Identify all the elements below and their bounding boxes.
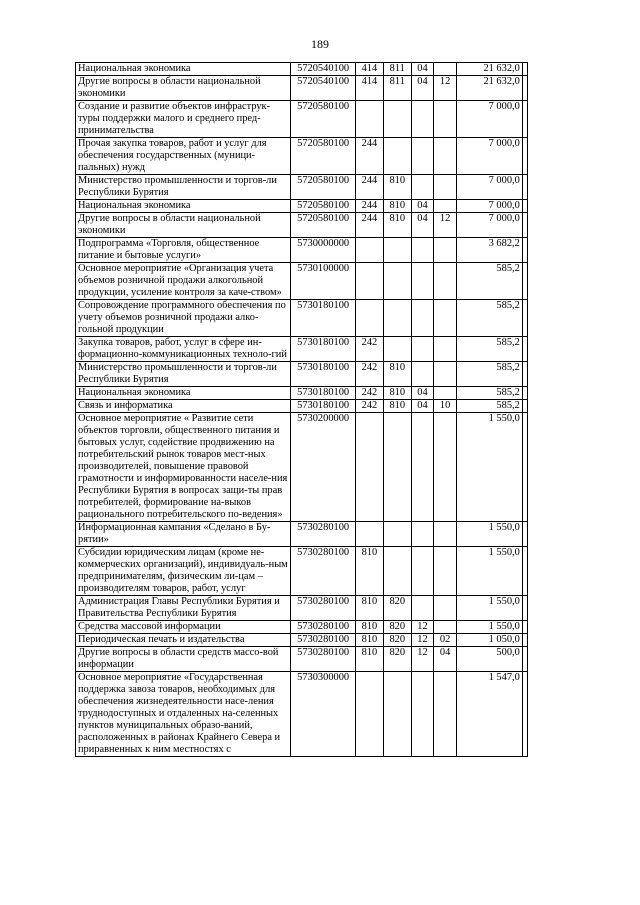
table-row <box>76 672 528 757</box>
budget-administrator-cell <box>383 672 411 757</box>
empty-trailing-cell <box>522 400 527 413</box>
target-article-cell: 5730280100 <box>291 647 356 672</box>
target-article-cell: 5720540100 <box>291 63 356 76</box>
empty-trailing-cell <box>522 263 527 300</box>
expense-type-cell <box>356 413 384 522</box>
target-article-cell: 5730300000 <box>291 672 356 757</box>
subsection-cell: 10 <box>434 400 457 413</box>
expense-type-cell: 242 <box>356 337 384 362</box>
expense-name-cell: Другие вопросы в области национальной экономики <box>76 76 291 101</box>
expense-name-cell: Связь и информатика <box>76 400 291 413</box>
table-row <box>76 337 528 362</box>
budget-administrator-cell: 820 <box>383 621 411 634</box>
amount-cell: 7 000,0 <box>456 101 522 138</box>
budget-table-body <box>76 63 528 757</box>
target-article-cell: 5730280100 <box>291 547 356 596</box>
table-row <box>76 263 528 300</box>
budget-administrator-cell: 811 <box>383 76 411 101</box>
amount-cell: 7 000,0 <box>456 200 522 213</box>
amount-cell: 585,2 <box>456 387 522 400</box>
empty-trailing-cell <box>522 101 527 138</box>
table-row <box>76 175 528 200</box>
empty-trailing-cell <box>522 63 527 76</box>
expense-type-cell <box>356 300 384 337</box>
section-cell: 12 <box>411 647 434 672</box>
target-article-cell: 5730180100 <box>291 300 356 337</box>
subsection-cell <box>434 200 457 213</box>
amount-cell: 7 000,0 <box>456 138 522 175</box>
table-row <box>76 76 528 101</box>
amount-cell: 585,2 <box>456 362 522 387</box>
amount-cell: 1 550,0 <box>456 413 522 522</box>
expense-type-cell: 244 <box>356 175 384 200</box>
budget-administrator-cell: 820 <box>383 647 411 672</box>
empty-trailing-cell <box>522 337 527 362</box>
budget-administrator-cell <box>383 547 411 596</box>
expense-type-cell: 242 <box>356 362 384 387</box>
expense-type-cell: 242 <box>356 387 384 400</box>
expense-name-cell: Другие вопросы в области средств массо-вой информации <box>76 647 291 672</box>
budget-administrator-cell <box>383 263 411 300</box>
budget-administrator-cell <box>383 101 411 138</box>
section-cell: 04 <box>411 400 434 413</box>
subsection-cell <box>434 413 457 522</box>
expense-type-cell <box>356 672 384 757</box>
table-row <box>76 200 528 213</box>
target-article-cell: 5730180100 <box>291 387 356 400</box>
target-article-cell: 5730180100 <box>291 362 356 387</box>
section-cell: 12 <box>411 634 434 647</box>
expense-type-cell: 810 <box>356 547 384 596</box>
budget-administrator-cell: 810 <box>383 200 411 213</box>
expense-name-cell: Средства массовой информации <box>76 621 291 634</box>
target-article-cell: 5730280100 <box>291 522 356 547</box>
amount-cell: 7 000,0 <box>456 175 522 200</box>
amount-cell: 1 550,0 <box>456 547 522 596</box>
table-row <box>76 138 528 175</box>
empty-trailing-cell <box>522 596 527 621</box>
expense-name-cell: Министерство промышленности и торгов-ли Республики Бурятия <box>76 175 291 200</box>
budget-administrator-cell: 810 <box>383 175 411 200</box>
budget-table <box>75 62 528 757</box>
target-article-cell: 5730280100 <box>291 596 356 621</box>
section-cell <box>411 300 434 337</box>
expense-type-cell: 244 <box>356 213 384 238</box>
budget-administrator-cell <box>383 238 411 263</box>
empty-trailing-cell <box>522 238 527 263</box>
section-cell <box>411 101 434 138</box>
amount-cell: 585,2 <box>456 263 522 300</box>
table-row <box>76 238 528 263</box>
budget-administrator-cell <box>383 522 411 547</box>
budget-administrator-cell <box>383 300 411 337</box>
subsection-cell <box>434 138 457 175</box>
expense-type-cell: 414 <box>356 63 384 76</box>
target-article-cell: 5730200000 <box>291 413 356 522</box>
subsection-cell: 12 <box>434 76 457 101</box>
subsection-cell: 02 <box>434 634 457 647</box>
amount-cell: 1 550,0 <box>456 522 522 547</box>
table-row <box>76 362 528 387</box>
expense-name-cell: Закупка товаров, работ, услуг в сфере ин-формационно-коммуникационных техноло-гий <box>76 337 291 362</box>
amount-cell: 585,2 <box>456 400 522 413</box>
empty-trailing-cell <box>522 647 527 672</box>
section-cell: 12 <box>411 621 434 634</box>
expense-type-cell: 244 <box>356 138 384 175</box>
section-cell <box>411 522 434 547</box>
target-article-cell: 5720580100 <box>291 213 356 238</box>
budget-administrator-cell <box>383 413 411 522</box>
budget-administrator-cell <box>383 138 411 175</box>
table-row <box>76 647 528 672</box>
target-article-cell: 5720580100 <box>291 101 356 138</box>
expense-name-cell: Сопровождение программного обеспечения по учету объемов розничной продажи алко-гольной продукции <box>76 300 291 337</box>
subsection-cell <box>434 672 457 757</box>
expense-type-cell: 810 <box>356 621 384 634</box>
amount-cell: 1 550,0 <box>456 596 522 621</box>
expense-name-cell: Администрация Главы Республики Бурятия и Правительства Республики Бурятия <box>76 596 291 621</box>
section-cell <box>411 672 434 757</box>
empty-trailing-cell <box>522 621 527 634</box>
subsection-cell <box>434 337 457 362</box>
amount-cell: 21 632,0 <box>456 63 522 76</box>
expense-type-cell: 414 <box>356 76 384 101</box>
empty-trailing-cell <box>522 175 527 200</box>
section-cell <box>411 238 434 263</box>
empty-trailing-cell <box>522 634 527 647</box>
expense-name-cell: Периодическая печать и издательства <box>76 634 291 647</box>
section-cell <box>411 263 434 300</box>
empty-trailing-cell <box>522 522 527 547</box>
expense-type-cell <box>356 238 384 263</box>
subsection-cell <box>434 63 457 76</box>
budget-administrator-cell: 811 <box>383 63 411 76</box>
budget-administrator-cell: 810 <box>383 213 411 238</box>
subsection-cell <box>434 621 457 634</box>
section-cell <box>411 138 434 175</box>
table-row <box>76 547 528 596</box>
subsection-cell <box>434 596 457 621</box>
amount-cell: 21 632,0 <box>456 76 522 101</box>
budget-administrator-cell: 810 <box>383 387 411 400</box>
target-article-cell: 5720580100 <box>291 200 356 213</box>
empty-trailing-cell <box>522 138 527 175</box>
expense-name-cell: Основное мероприятие « Развитие сети объектов торговли, общественного питания и бытовых услуг, содействие продвижению на потребительский рынок товаров мест-ных производителей, повышение правовой грамотности и информированности населе-ния Республики Бурятия в вопросах защи-ты прав потребителей, формирование на-выков рационального потребительского по-ведения» <box>76 413 291 522</box>
target-article-cell: 5730180100 <box>291 337 356 362</box>
expense-name-cell: Другие вопросы в области национальной экономики <box>76 213 291 238</box>
amount-cell: 3 682,2 <box>456 238 522 263</box>
expense-name-cell: Национальная экономика <box>76 200 291 213</box>
expense-name-cell: Субсидии юридическим лицам (кроме не-коммерческих организаций), индивидуаль-ным предпринимателям, физическим ли-цам – производителям товаров, работ, услуг <box>76 547 291 596</box>
expense-name-cell: Министерство промышленности и торгов-ли Республики Бурятия <box>76 362 291 387</box>
expense-name-cell: Прочая закупка товаров, работ и услуг для обеспечения государственных (муници-пальных) нужд <box>76 138 291 175</box>
budget-administrator-cell: 810 <box>383 362 411 387</box>
empty-trailing-cell <box>522 547 527 596</box>
section-cell <box>411 175 434 200</box>
table-row <box>76 522 528 547</box>
empty-trailing-cell <box>522 200 527 213</box>
expense-name-cell: Основное мероприятие «Организация учета объемов розничной продажи алкогольной продукции, усиление контроля за каче-ством» <box>76 263 291 300</box>
empty-trailing-cell <box>522 413 527 522</box>
table-row <box>76 596 528 621</box>
subsection-cell <box>434 522 457 547</box>
budget-administrator-cell <box>383 337 411 362</box>
section-cell <box>411 547 434 596</box>
expense-type-cell: 810 <box>356 647 384 672</box>
section-cell: 04 <box>411 213 434 238</box>
table-row <box>76 387 528 400</box>
expense-name-cell: Создание и развитие объектов инфраструк-туры поддержки малого и среднего пред-принимательства <box>76 101 291 138</box>
amount-cell: 500,0 <box>456 647 522 672</box>
expense-type-cell <box>356 522 384 547</box>
expense-name-cell: Национальная экономика <box>76 387 291 400</box>
expense-type-cell: 242 <box>356 400 384 413</box>
expense-name-cell: Национальная экономика <box>76 63 291 76</box>
empty-trailing-cell <box>522 362 527 387</box>
empty-trailing-cell <box>522 300 527 337</box>
subsection-cell <box>434 547 457 596</box>
table-row <box>76 400 528 413</box>
subsection-cell: 04 <box>434 647 457 672</box>
section-cell: 04 <box>411 76 434 101</box>
expense-name-cell: Информационная кампания «Сделано в Бу-рятии» <box>76 522 291 547</box>
table-row <box>76 413 528 522</box>
budget-administrator-cell: 820 <box>383 596 411 621</box>
section-cell <box>411 596 434 621</box>
subsection-cell <box>434 263 457 300</box>
expense-type-cell: 244 <box>356 200 384 213</box>
expense-name-cell: Основное мероприятие «Государственная поддержка завоза товаров, необходимых для обеспечения жизнедеятельности насе-ления труднодоступных и отдаленных на-селенных пунктов муниципальных образо-ваний, расположенных в районах Крайнего Севера и приравненных к ним местностях с <box>76 672 291 757</box>
table-row <box>76 213 528 238</box>
section-cell: 04 <box>411 63 434 76</box>
expense-type-cell <box>356 101 384 138</box>
empty-trailing-cell <box>522 213 527 238</box>
budget-administrator-cell: 820 <box>383 634 411 647</box>
target-article-cell: 5730100000 <box>291 263 356 300</box>
table-row <box>76 101 528 138</box>
subsection-cell <box>434 387 457 400</box>
table-row <box>76 621 528 634</box>
expense-type-cell: 810 <box>356 596 384 621</box>
target-article-cell: 5730180100 <box>291 400 356 413</box>
empty-trailing-cell <box>522 387 527 400</box>
amount-cell: 1 050,0 <box>456 634 522 647</box>
table-row <box>76 634 528 647</box>
expense-type-cell <box>356 263 384 300</box>
subsection-cell <box>434 101 457 138</box>
amount-cell: 1 550,0 <box>456 621 522 634</box>
table-row <box>76 63 528 76</box>
empty-trailing-cell <box>522 672 527 757</box>
section-cell: 04 <box>411 387 434 400</box>
page-number: 189 <box>311 37 329 51</box>
target-article-cell: 5720580100 <box>291 175 356 200</box>
amount-cell: 585,2 <box>456 337 522 362</box>
subsection-cell <box>434 362 457 387</box>
table-row <box>76 300 528 337</box>
target-article-cell: 5730280100 <box>291 621 356 634</box>
expense-type-cell: 810 <box>356 634 384 647</box>
section-cell: 04 <box>411 200 434 213</box>
target-article-cell: 5720540100 <box>291 76 356 101</box>
target-article-cell: 5730000000 <box>291 238 356 263</box>
amount-cell: 7 000,0 <box>456 213 522 238</box>
target-article-cell: 5720580100 <box>291 138 356 175</box>
section-cell <box>411 362 434 387</box>
subsection-cell <box>434 175 457 200</box>
section-cell <box>411 337 434 362</box>
subsection-cell <box>434 300 457 337</box>
target-article-cell: 5730280100 <box>291 634 356 647</box>
amount-cell: 585,2 <box>456 300 522 337</box>
expense-name-cell: Подпрограмма «Торговля, общественное питание и бытовые услуги» <box>76 238 291 263</box>
budget-administrator-cell: 810 <box>383 400 411 413</box>
amount-cell: 1 547,0 <box>456 672 522 757</box>
subsection-cell <box>434 238 457 263</box>
section-cell <box>411 413 434 522</box>
empty-trailing-cell <box>522 76 527 101</box>
subsection-cell: 12 <box>434 213 457 238</box>
